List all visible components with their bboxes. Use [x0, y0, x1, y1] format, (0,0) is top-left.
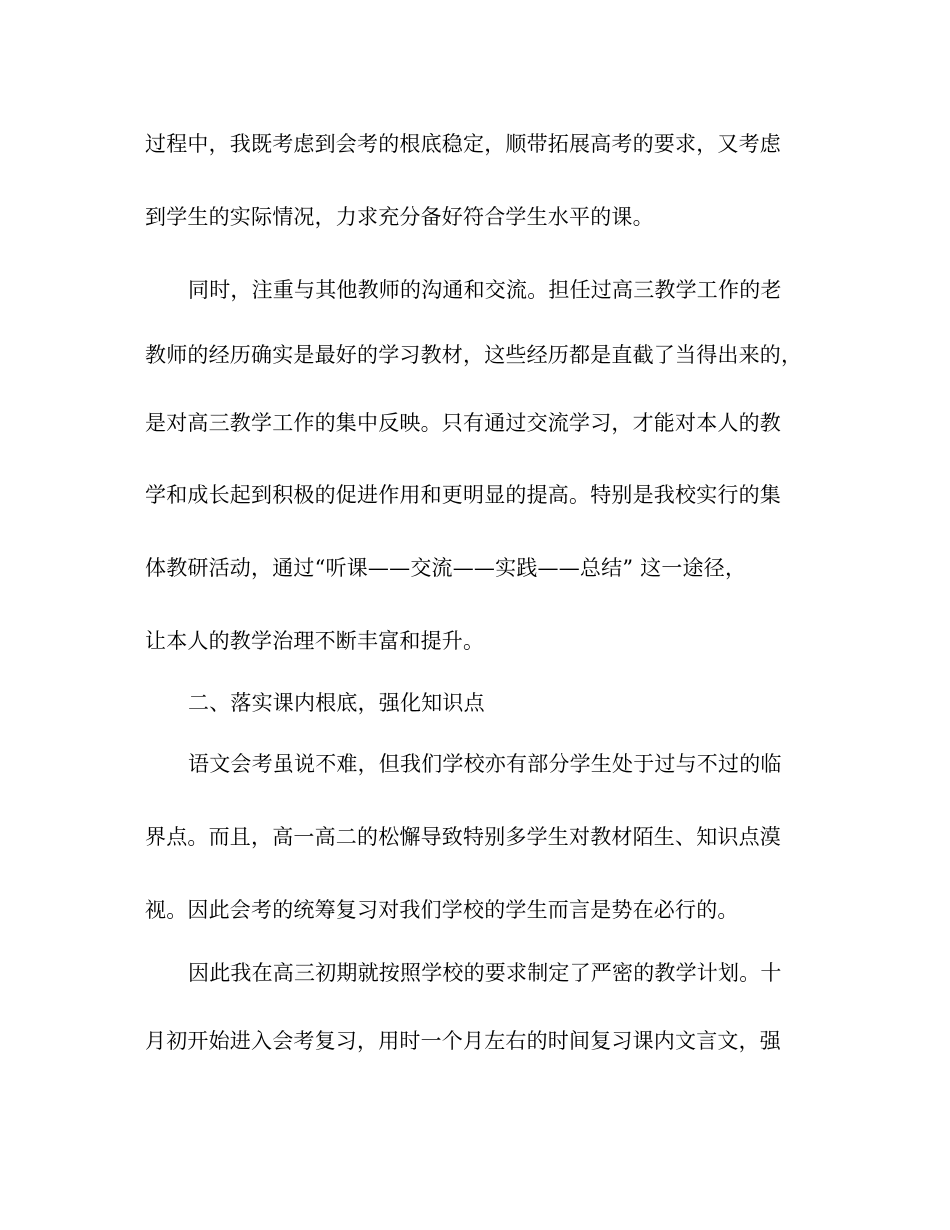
- paragraph-line: 体教研活动，通过“听课——交流——实践——总结” 这一途径，: [145, 556, 747, 580]
- paragraph-line: 视。因此会考的统筹复习对我们学校的学生而言是势在必行的。: [145, 898, 739, 922]
- paragraph-line: 到学生的实际情况，力求充分备好符合学生水平的课。: [145, 205, 654, 229]
- paragraph-line: 让本人的教学治理不断丰富和提升。: [145, 629, 485, 653]
- paragraph-line: 学和成长起到积极的促进作用和更明显的提高。特别是我校实行的集: [145, 483, 781, 507]
- paragraph-line: 因此我在高三初期就按照学校的要求制定了严密的教学计划。十: [188, 961, 782, 985]
- paragraph-line: 过程中，我既考虑到会考的根底稳定，顺带拓展高考的要求，又考虑: [145, 132, 781, 156]
- paragraph-line: 语文会考虽说不难，但我们学校亦有部分学生处于过与不过的临: [188, 752, 782, 776]
- paragraph-line: 教师的经历确实是最好的学习教材，这些经历都是直截了当得出来的，: [145, 343, 803, 367]
- paragraph-line: 同时，注重与其他教师的沟通和交流。担任过高三教学工作的老: [188, 278, 782, 302]
- section-heading: 二、落实课内根底，强化知识点: [188, 691, 485, 715]
- paragraph-line: 界点。而且，高一高二的松懈导致特别多学生对教材陌生、知识点漠: [145, 825, 781, 849]
- paragraph-line: 月初开始进入会考复习，用时一个月左右的时间复习课内文言文，强: [145, 1029, 781, 1053]
- paragraph-line: 是对高三教学工作的集中反映。只有通过交流学习，才能对本人的教: [145, 411, 781, 435]
